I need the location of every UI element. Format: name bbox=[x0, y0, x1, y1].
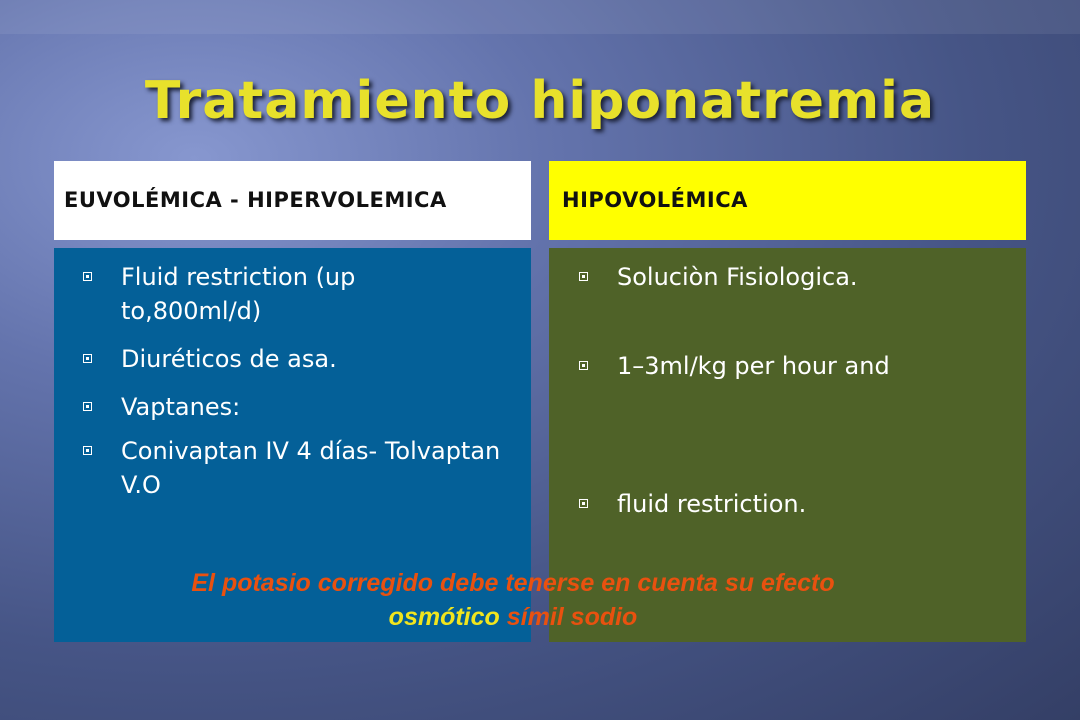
list-item bbox=[121, 434, 501, 502]
note-highlight: osmótico bbox=[388, 603, 500, 631]
list-item-text: Fluid restriction (up to,800ml/d) bbox=[121, 263, 356, 325]
list-item-text: Soluciòn Fisiologica. bbox=[617, 263, 858, 291]
list-item bbox=[617, 260, 1007, 294]
square-bullet-icon bbox=[83, 446, 92, 455]
left-column-header bbox=[54, 161, 531, 240]
square-bullet-icon bbox=[579, 272, 588, 281]
list-item-text: Vaptanes: bbox=[121, 393, 241, 421]
square-bullet-icon bbox=[579, 499, 588, 508]
square-bullet-icon bbox=[579, 361, 588, 370]
slide-title: Tratamiento hiponatremia bbox=[144, 71, 936, 131]
square-bullet-icon bbox=[83, 402, 92, 411]
square-bullet-icon bbox=[83, 272, 92, 281]
list-item-text: Conivaptan IV 4 días- Tolvaptan V.O bbox=[121, 437, 501, 499]
potassium-note bbox=[54, 566, 972, 634]
square-bullet-icon bbox=[83, 354, 92, 363]
list-item bbox=[121, 260, 501, 328]
left-column-header-text: EUVOLÉMICA - HIPERVOLEMICA bbox=[64, 188, 447, 212]
decorative-band bbox=[0, 0, 1080, 34]
list-item-text: fluid restriction. bbox=[617, 490, 807, 518]
right-column-header-text: HIPOVOLÉMICA bbox=[562, 188, 748, 212]
right-column-header bbox=[549, 161, 1026, 240]
list-item bbox=[617, 487, 1007, 521]
note-line-2-end: símil sodio bbox=[499, 603, 638, 631]
list-item bbox=[617, 349, 1007, 383]
note-line-1: El potasio corregido debe tenerse en cuenta su efecto bbox=[191, 569, 835, 597]
list-item-text: Diuréticos de asa. bbox=[121, 345, 337, 373]
list-item-text: 1–3ml/kg per hour and bbox=[617, 352, 890, 380]
list-item bbox=[121, 390, 501, 424]
list-item bbox=[121, 342, 501, 376]
